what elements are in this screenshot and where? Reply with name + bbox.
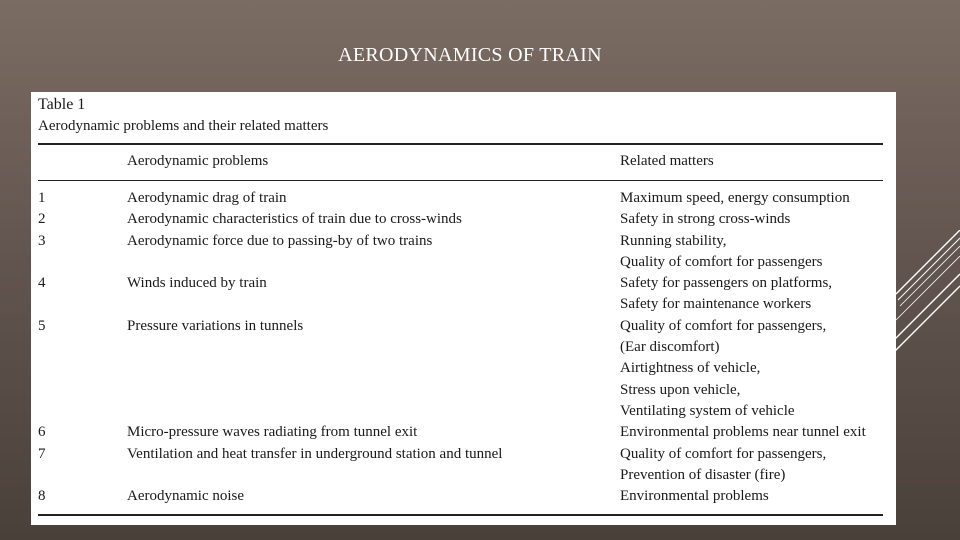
row-problem: Micro-pressure waves radiating from tunnel exit	[127, 424, 418, 441]
row-related-matters	[620, 231, 822, 274]
header-related-matters: Related matters	[620, 153, 714, 169]
row-related-matters	[620, 444, 826, 487]
row-related-matters	[620, 422, 866, 443]
decorative-diagonal-lines	[890, 230, 960, 360]
related-matter-line: Safety for maintenance workers	[620, 296, 812, 313]
table-rule-top	[38, 143, 883, 145]
row-problem: Aerodynamic drag of train	[127, 190, 287, 206]
row-related-matters	[620, 486, 769, 507]
related-matter-line: Safety for passengers on platforms,	[620, 275, 833, 292]
related-matter-line: Airtightness of vehicle,	[620, 360, 761, 377]
related-matter-line: Ventilating system of vehicle	[620, 402, 795, 419]
row-number: 2	[38, 211, 46, 228]
slide-title: AERODYNAMICS OF TRAIN	[338, 44, 602, 66]
related-matter-line: Environmental problems	[620, 488, 769, 505]
row-number: 7	[38, 445, 46, 462]
table-caption: Aerodynamic problems and their related matters	[38, 118, 329, 134]
related-matter-line: Prevention of disaster (fire)	[620, 466, 786, 483]
table-rule-bottom	[38, 514, 883, 516]
row-related-matters	[620, 209, 790, 230]
row-number: 4	[38, 275, 46, 292]
related-matter-line: Quality of comfort for passengers,	[620, 317, 827, 334]
row-number: 6	[38, 424, 46, 441]
related-matter-line: Quality of comfort for passengers	[620, 253, 823, 270]
row-number: 1	[38, 190, 46, 206]
row-problem: Winds induced by train	[127, 275, 267, 292]
table-number: Table 1	[38, 96, 86, 113]
related-matter-line: Environmental problems near tunnel exit	[620, 424, 866, 441]
row-problem: Pressure variations in tunnels	[127, 317, 304, 334]
row-related-matters	[620, 316, 826, 422]
header-aerodynamic-problems: Aerodynamic problems	[127, 153, 269, 169]
row-related-matters	[620, 188, 850, 209]
related-matter-line: Safety in strong cross-winds	[620, 211, 791, 228]
row-number: 8	[38, 488, 46, 505]
related-matter-line: Maximum speed, energy consumption	[620, 190, 850, 206]
table-rule-header	[38, 180, 883, 181]
row-number: 3	[38, 232, 46, 249]
table-panel	[31, 92, 896, 525]
row-related-matters	[620, 273, 832, 316]
row-problem: Ventilation and heat transfer in underground station and tunnel	[127, 445, 503, 462]
row-number: 5	[38, 317, 46, 334]
related-matter-line: Stress upon vehicle,	[620, 381, 741, 398]
row-problem: Aerodynamic force due to passing-by of two trains	[127, 232, 433, 249]
row-problem: Aerodynamic characteristics of train due to cross-winds	[127, 211, 462, 228]
related-matter-line: Running stability,	[620, 232, 727, 249]
row-problem: Aerodynamic noise	[127, 488, 245, 505]
related-matter-line: (Ear discomfort)	[620, 339, 720, 356]
related-matter-line: Quality of comfort for passengers,	[620, 445, 827, 462]
